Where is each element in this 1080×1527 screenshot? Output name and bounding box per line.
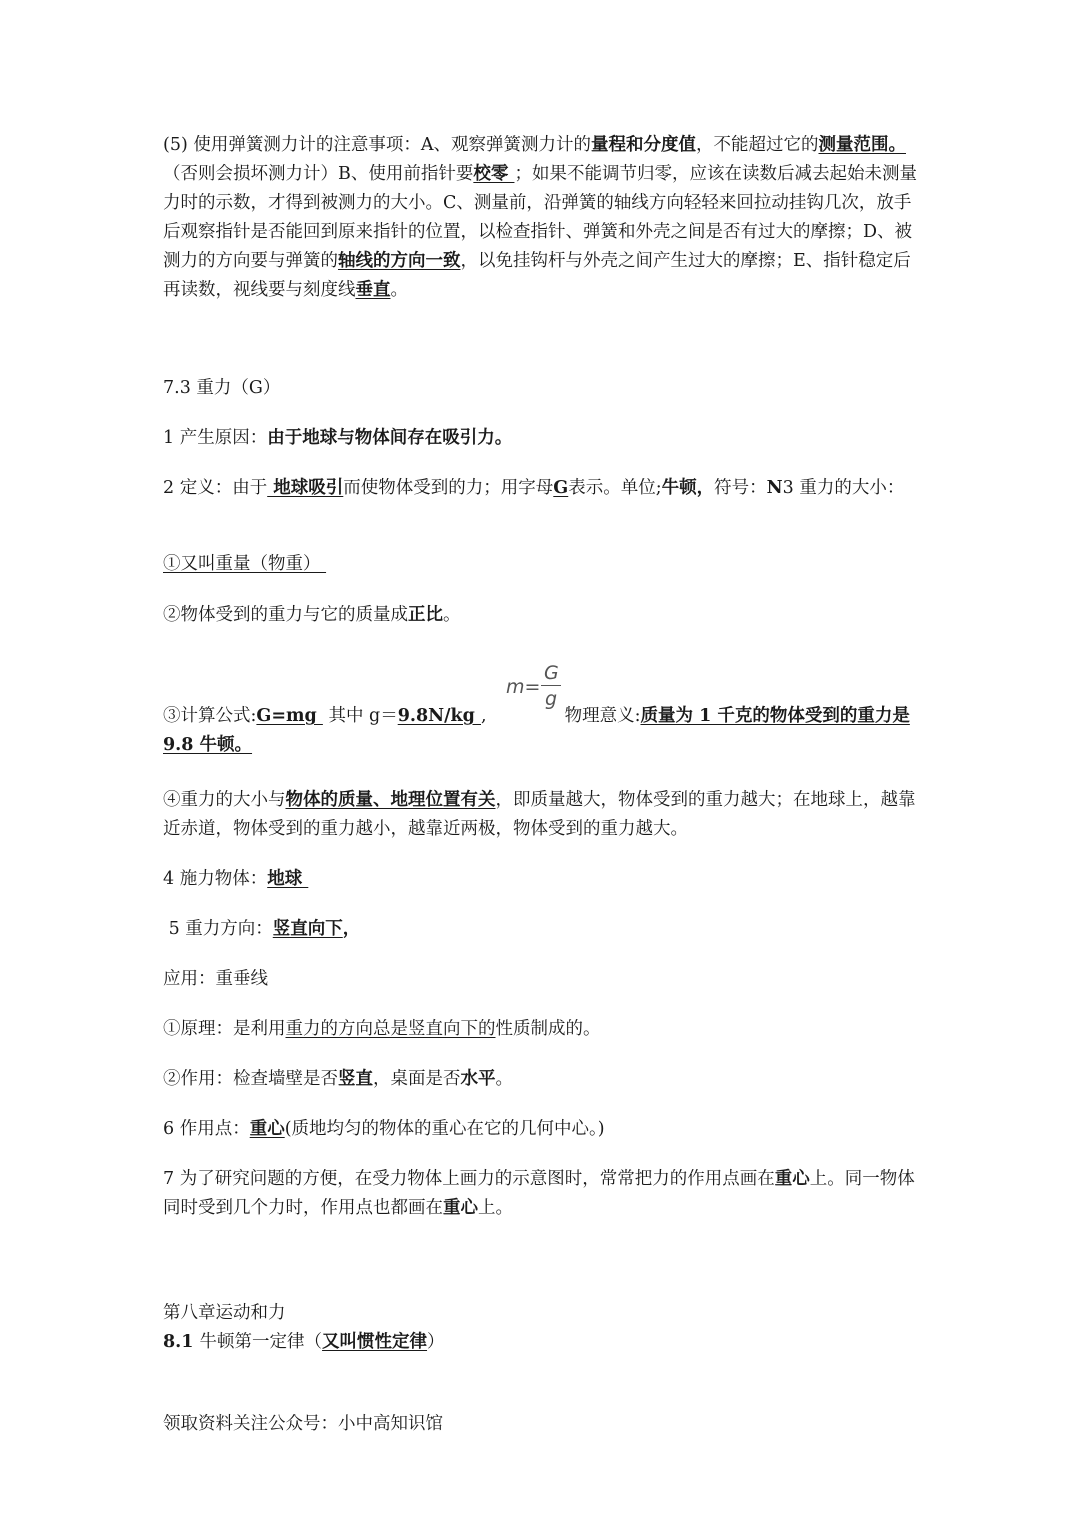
formula-m: m= — [506, 676, 541, 698]
proportional-text: ②物体受到的重力与它的质量成 — [163, 605, 408, 625]
principle-text: 性质制成的。 — [495, 1019, 601, 1039]
formula-text: 物理意义: — [564, 706, 641, 726]
weight-alias: ①又叫重量（物重） — [163, 554, 327, 574]
note-text: ，不能超过它的 — [696, 135, 819, 155]
chapter-title — [163, 1299, 923, 1328]
center-of-gravity-note: (质地均匀的物体的重心在它的几何中心。) — [284, 1119, 605, 1139]
point-1 — [163, 550, 923, 579]
use-text: 。 — [495, 1069, 513, 1089]
gravity-cause — [163, 424, 923, 453]
application-use — [163, 1065, 923, 1094]
formula-denominator: g — [545, 688, 558, 710]
footer-text: 领取资料关注公众号：小中高知识馆 — [163, 1414, 443, 1434]
note-text: (5) 使用弹簧测力计的注意事项：A、观察弹簧测力计的 — [163, 135, 591, 155]
point-of-action — [163, 1115, 923, 1144]
use-text: ，桌面是否 — [373, 1069, 461, 1089]
factor-text: ④重力的大小与 — [163, 790, 286, 810]
perpendicular-term: 垂直 — [355, 280, 391, 300]
unit-symbol: N — [766, 478, 783, 498]
g-value: 9.8N/kg — [397, 706, 481, 726]
note-text: （否则会损坏测力计）B、使用前指针要 — [163, 164, 474, 184]
formula-text: 其中 g＝ — [322, 706, 398, 726]
earth-attraction-term: 地球吸引 — [267, 478, 344, 498]
unit-term: 牛顿， — [661, 478, 715, 498]
item-label: 4 施力物体： — [163, 869, 268, 889]
formula-text: , — [481, 706, 487, 726]
chapter-8-title: 第八章运动和力 — [163, 1303, 286, 1323]
footer-note — [163, 1410, 923, 1439]
factor-term: 物体的质量、地理位置有关 — [285, 790, 496, 810]
point-2 — [163, 601, 923, 630]
note-text: 。 — [390, 280, 408, 300]
formula-numerator: G — [544, 662, 559, 684]
letter-g: G — [553, 478, 569, 498]
axis-direction-term: 轴线的方向一致 — [338, 251, 461, 271]
center-term: 重心 — [443, 1198, 478, 1218]
note-text: ，以免挂钩杆与外壳之间产生过大的摩擦；E、指针稳定后再读数，视线要与刻度线 — [163, 251, 911, 300]
zero-term: 校零 — [473, 164, 515, 184]
definition-text: 表示。单位; — [568, 478, 662, 498]
center-of-gravity-term: 重心 — [249, 1119, 285, 1139]
spring-scale-notes — [163, 131, 923, 305]
application — [163, 965, 923, 994]
gravity-direction — [163, 915, 923, 944]
application-principle — [163, 1015, 923, 1044]
application-text: 应用：重垂线 — [163, 969, 268, 989]
horizontal-term: 水平 — [460, 1069, 496, 1089]
fraction-bar — [541, 685, 561, 686]
cause-text: 由于地球与物体间存在吸引力。 — [267, 428, 513, 448]
physical-meaning: 质量为 1 千克的物体受到的重力是 9.8 牛顿。 — [163, 706, 910, 755]
subsection-text: 牛顿第一定律（ — [199, 1332, 323, 1352]
inertia-law-term: 又叫惯性定律 — [322, 1332, 428, 1352]
principle-text: ①原理：是利用 — [163, 1019, 286, 1039]
point-4 — [163, 786, 923, 844]
item-7 — [163, 1165, 923, 1223]
direction-punct: ， — [342, 919, 361, 939]
source-term: 地球 — [267, 869, 309, 889]
definition-text: 2 定义：由于 — [163, 478, 268, 498]
subsection-number: 8.1 — [163, 1332, 200, 1352]
item-7-text: 7 为了研究问题的方便，在受力物体上画力的示意图时，常常把力的作用点画在 — [163, 1169, 775, 1189]
subsection-text: ） — [427, 1332, 445, 1352]
proportional-text: 。 — [443, 605, 461, 625]
item-label: 5 重力方向： — [163, 919, 273, 939]
measure-range-term: 测量范围。 — [818, 135, 906, 155]
factor-text: ，即质量越大，物体受到的重力越大；在地球上，越靠近赤道，物体受到的重力越小，越靠近两极，物体受到的重力越大。 — [163, 790, 916, 839]
gravity-definition — [163, 474, 923, 503]
item-label: 6 作用点： — [163, 1119, 250, 1139]
use-text: ②作用：检查墙壁是否 — [163, 1069, 338, 1089]
item-label: 1 产生原因： — [163, 428, 268, 448]
definition-text: 而使物体受到的力；用字母 — [343, 478, 554, 498]
center-term: 重心 — [774, 1169, 810, 1189]
subsection-title — [163, 1328, 923, 1357]
item-7-text: 上。 — [478, 1198, 513, 1218]
direction-term: 竖直向下 — [272, 919, 343, 939]
formula-g-mg: G=mg — [256, 706, 323, 726]
point-3 — [163, 702, 923, 760]
principle-term: 重力的方向总是竖直向下的 — [285, 1019, 496, 1039]
vertical-term: 竖直 — [338, 1069, 373, 1089]
gravity-source — [163, 865, 923, 894]
proportional-term: 正比 — [408, 605, 443, 625]
section-title-gravity — [163, 374, 923, 403]
formula-text: ③计算公式: — [163, 706, 257, 726]
item-7-text: 上。同一物体同时受到几个力时，作用点也都画在 — [163, 1169, 915, 1218]
note-text: ；如果不能调节归零，应该在读数后减去起始未测量力时的示数，才得到被测力的大小。C、测量前，沿弹簧的轴线方向轻轻来回拉动挂钩几次，放手后观察指针是否能回到原来指针的位置，以检查指针、弹簧和外壳之间是否有过大的摩擦；D、被测力的方向要与弹簧的 — [163, 164, 917, 271]
range-division-term: 量程和分度值 — [591, 135, 696, 155]
section-title: 7.3 重力（G） — [163, 378, 281, 398]
definition-text: 3 重力的大小： — [782, 478, 905, 498]
definition-text: 符号： — [714, 478, 767, 498]
